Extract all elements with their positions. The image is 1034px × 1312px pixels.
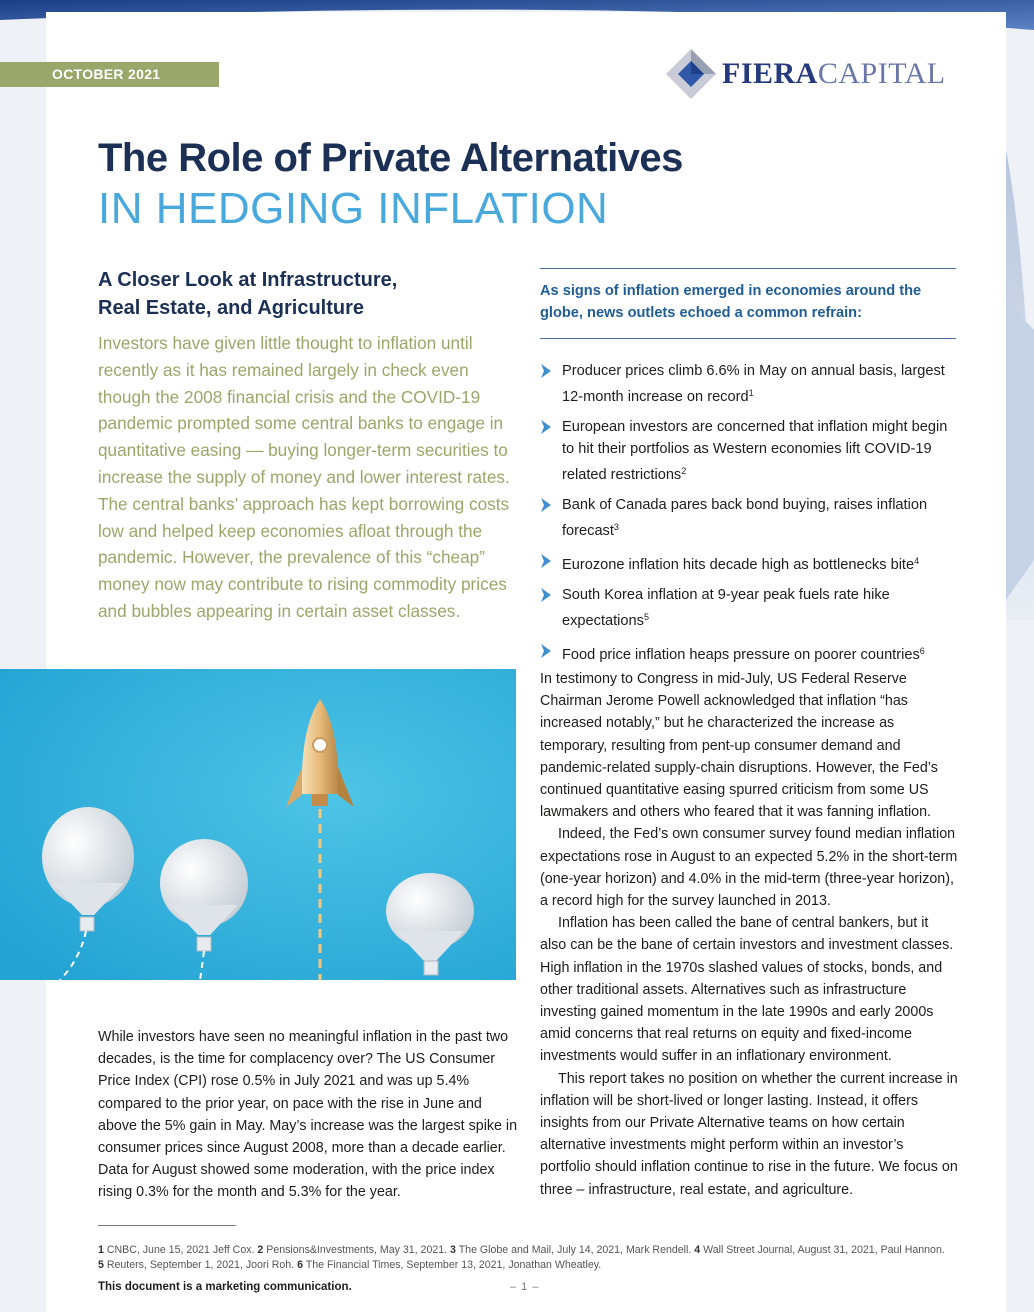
- page-number: – 1 –: [510, 1281, 540, 1293]
- section-heading-line2: Real Estate, and Agriculture: [98, 297, 364, 319]
- callout-text: As signs of inflation emerged in economies around the globe, news outlets echoed a common refrain:: [540, 283, 922, 321]
- chevron-right-icon: [540, 588, 552, 602]
- footnote-number: 5: [98, 1258, 104, 1271]
- marketing-disclaimer: This document is a marketing communication.: [98, 1281, 352, 1293]
- list-item-text: Producer prices climb 6.6% in May on annual basis, largest 12-month increase on record: [562, 363, 945, 405]
- callout-bottom-rule: [540, 338, 956, 339]
- footnote-text: The Financial Times, September 13, 2021, Jonathan Wheatley.: [305, 1258, 602, 1271]
- footnote-text: CNBC, June 15, 2021 Jeff Cox.: [106, 1244, 255, 1256]
- body-paragraph: In testimony to Congress in mid-July, US Federal Reserve Chairman Jerome Powell acknowledged that inflation “has increased notably,” but he characterized the increase as temporary, resulting from pent-up consumer demand and pandemic-related supply-chain disruptions. However, the Fed’s continued quantitative easing spurred criticism from some US lawmakers and others who feared that it was fanning inflation.: [540, 671, 938, 821]
- section-heading-line1: A Closer Look at Infrastructure,: [98, 269, 398, 291]
- body-paragraph: While investors have seen no meaningful inflation in the past two decades, is the time for complacency over? The US Consumer Price Index (CPI) rose 0.5% in July 2021 and was up 5.4% compared to the prior year, on pace with the rise in June and above the 5% gain in May. May’s increase was the largest spike in consumer prices since August 2008, more than a decade earlier. Data for August showed some moderation, with the price index rising 0.3% for the month and 5.3% for the year.: [98, 1029, 518, 1201]
- intro-paragraph: Investors have given little thought to inflation until recently as it has remained largely in check even though the 2008 financial crisis and the COVID-19 pandemic prompted some central banks to engage in quantitative easing — buying longer-term securities to increase the supply of money and lower interest rates. The central banks’ approach has kept borrowing costs low and helped keep economies afloat through the pandemic. However, the prevalence of this “cheap” money now may contribute to rising commodity prices and bubbles appearing in certain asset classes.: [98, 333, 510, 621]
- callout-top-rule: [540, 268, 956, 269]
- list-item: [540, 494, 960, 542]
- body-paragraph: Inflation has been called the bane of central bankers, but it also can be the bane of certain investors and investment classes. High inflation in the 1970s slashed values of stocks, bonds, and other traditional assets. Alternatives such as infrastructure investing gained momentum in the late 1990s and early 2000s amid concerns that real returns on equity and fixed-income investments would suffer in an inflationary environment.: [540, 915, 954, 1065]
- body-paragraph: Indeed, the Fed’s own consumer survey found median inflation expectations rose in August to an expected 5.2% in the short-term (one-year horizon) and 4.0% in the mid-term (three-year horizon), a record high for the survey launched in 2013.: [540, 826, 958, 910]
- footnote-rule: [98, 1225, 236, 1226]
- footnote-number: 1: [98, 1244, 104, 1256]
- right-body-text: [540, 668, 958, 1201]
- footnote-ref: 5: [643, 612, 649, 622]
- list-item: [540, 360, 960, 408]
- list-item-text: Eurozone inflation hits decade high as bottlenecks bite: [562, 557, 915, 573]
- rocket-and-balloons-illustration: [0, 669, 516, 980]
- list-item: [540, 550, 960, 576]
- left-body-text: [98, 1026, 518, 1204]
- list-item-text: Bank of Canada pares back bond buying, raises inflation forecast: [562, 497, 928, 539]
- footnote-text: Reuters, September 1, 2021, Joori Roh.: [106, 1258, 295, 1271]
- footnote-text: Wall Street Journal, August 31, 2021, Paul Hannon.: [703, 1244, 945, 1256]
- list-item-text: European investors are concerned that inflation might begin to hit their portfolios as Western economies lift COVID-19 related restrictions: [562, 419, 948, 483]
- chevron-right-icon: [540, 554, 552, 568]
- footnotes: [98, 1243, 968, 1272]
- footnote-ref: 2: [681, 466, 687, 476]
- list-item-text: South Korea inflation at 9-year peak fuels rate hike expectations: [562, 587, 890, 629]
- footnote-ref: 6: [919, 646, 925, 656]
- footnote-number: 2: [257, 1244, 264, 1256]
- fiera-diamond-logo-icon: [664, 47, 718, 101]
- chevron-right-icon: [540, 364, 552, 378]
- page-title: The Role of Private Alternatives: [98, 136, 683, 180]
- logo-wordmark-part1: FIERA: [722, 57, 818, 90]
- list-item: [540, 584, 960, 632]
- footnote-number: 6: [297, 1258, 303, 1271]
- chevron-right-icon: [540, 420, 552, 434]
- chevron-right-icon: [540, 644, 552, 658]
- headline-list: [540, 360, 960, 674]
- footnote-text: Pensions&Investments, May 31, 2021.: [266, 1244, 448, 1256]
- page-subtitle: IN HEDGING INFLATION: [98, 184, 609, 233]
- section-heading: [98, 266, 518, 322]
- footnote-ref: 1: [748, 388, 754, 398]
- chevron-right-icon: [540, 498, 552, 512]
- date-label: OCTOBER 2021: [0, 62, 219, 87]
- list-item-text: Food price inflation heaps pressure on poorer countries: [562, 647, 920, 663]
- footnote-ref: 3: [613, 522, 619, 532]
- list-item: [540, 640, 960, 666]
- footnote-number: 3: [450, 1244, 456, 1256]
- list-item: [540, 416, 960, 486]
- footnote-text: The Globe and Mail, July 14, 2021, Mark Rendell.: [458, 1244, 692, 1256]
- footnote-number: 4: [694, 1244, 701, 1256]
- logo-wordmark: [722, 57, 946, 91]
- logo-wordmark-part2: CAPITAL: [817, 57, 946, 90]
- body-paragraph: This report takes no position on whether the current increase in inflation will be short-lived or longer lasting. Instead, it offers insights from our Private Alternative teams on how certain alternative investments might perform within an investor’s portfolio should inflation continue to rise in the future. We focus on three – infrastructure, real estate, and agriculture.: [540, 1070, 958, 1198]
- footnote-ref: 4: [914, 556, 920, 566]
- company-logo: [664, 48, 964, 100]
